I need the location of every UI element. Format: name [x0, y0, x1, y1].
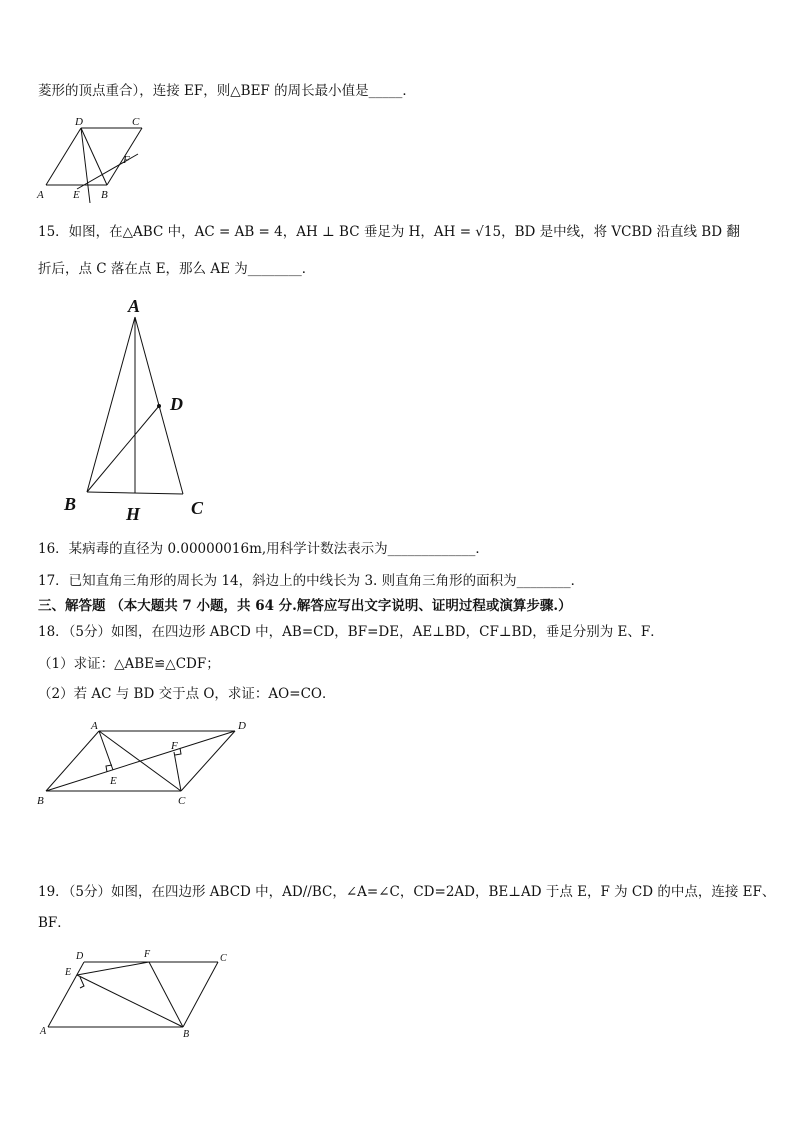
q15-line2: 折后，点 C 落在点 E，那么 AE 为________．: [38, 261, 316, 277]
q14-label-c: C: [132, 116, 140, 128]
q15-figure: [58, 295, 228, 525]
q18-label-b: B: [37, 795, 44, 807]
q19-figure: [35, 945, 245, 1040]
q15-label-d: D: [170, 394, 183, 414]
q15-label-c: C: [191, 498, 204, 518]
q18-label-c: C: [178, 795, 186, 807]
q15-label-a: A: [128, 296, 141, 316]
q18-part2: （2）若 AC 与 BD 交于点 O，求证：AO=CO．: [38, 686, 336, 702]
q18-label-a: A: [91, 720, 98, 732]
q18-figure: [35, 715, 260, 810]
q14-figure: [35, 113, 155, 208]
q19-label-b: B: [183, 1029, 190, 1040]
q18-label-d: D: [238, 720, 246, 732]
q19-line1: 19．（5分）如图，在四边形 ABCD 中，AD//BC，∠A=∠C，CD=2AD，BE⊥AD 于点 E，F 为 CD 的中点，连接 EF、: [38, 884, 776, 900]
q17-text: 17．已知直角三角形的周长为 14，斜边上的中线长为 3. 则直角三角形的面积为________．: [38, 573, 585, 589]
q19-label-e: E: [65, 967, 72, 978]
q14-label-e: E: [73, 189, 80, 201]
q18-label-e: E: [110, 775, 117, 787]
q18-stem: 18．（5分）如图，在四边形 ABCD 中，AB=CD，BF=DE，AE⊥BD，CF⊥BD，垂足分别为 E、F．: [38, 624, 664, 640]
q15-line1: 15．如图，在△ABC 中，AC = AB = 4，AH ⊥ BC 垂足为 H，AH = √15，BD 是中线，将 VCBD 沿直线 BD 翻: [38, 224, 740, 240]
q15-label-h: H: [126, 504, 141, 524]
q19-label-a: A: [40, 1026, 47, 1037]
q19-label-f: F: [144, 949, 151, 960]
q14-label-b: B: [101, 189, 108, 201]
q18-part1: （1）求证：△ABE≌△CDF；: [38, 656, 220, 672]
q16-text: 16．某病毒的直径为 0.00000016m,用科学计数法表示为_____________．: [38, 541, 489, 557]
q14-text: 菱形的顶点重合），连接 EF，则△BEF 的周长最小值是_____．: [38, 83, 416, 99]
q18-label-f: F: [171, 740, 178, 752]
q14-label-a: A: [37, 189, 44, 201]
q15-label-b: B: [64, 494, 77, 514]
q19-label-c: C: [220, 953, 227, 964]
section-heading: 三、解答题 （本大题共 7 小题，共 64 分.解答应写出文字说明、证明过程或演算步骤.）: [38, 598, 572, 614]
q14-label-d: D: [75, 116, 83, 128]
q14-label-f: F: [123, 154, 130, 166]
q19-line2: BF．: [38, 915, 71, 931]
q19-label-d: D: [76, 951, 84, 962]
